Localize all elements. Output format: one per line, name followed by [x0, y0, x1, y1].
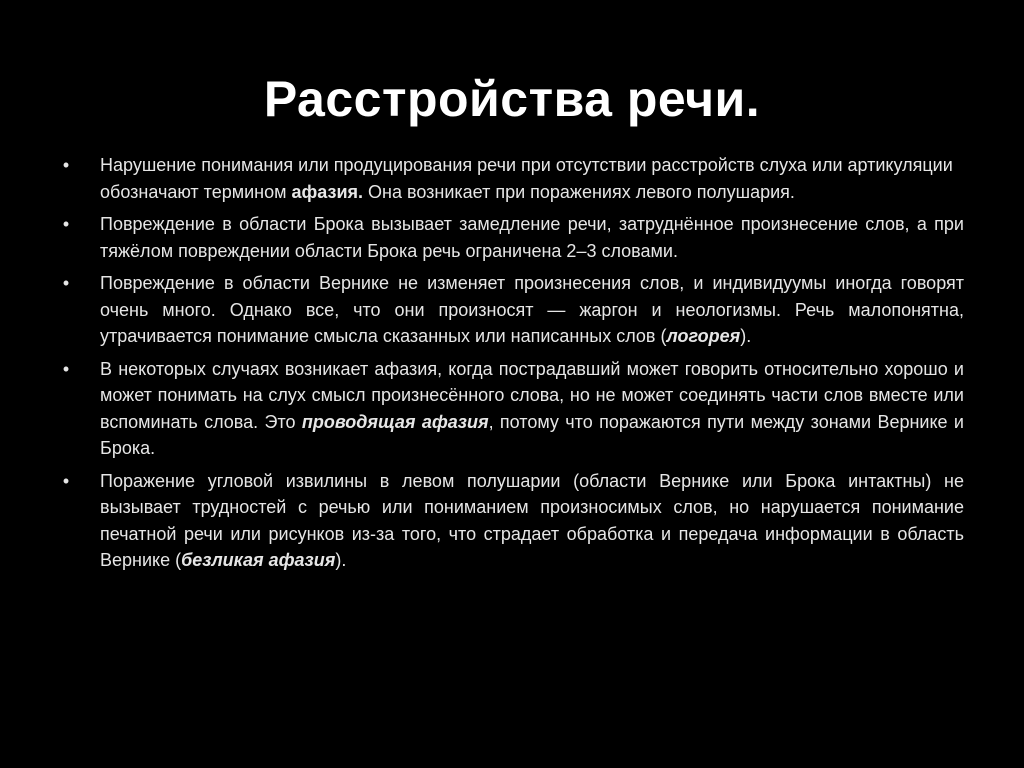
term-conduction-aphasia: проводящая афазия — [301, 411, 489, 432]
term-aphasia: афазия. — [291, 181, 364, 202]
bullet-item-angular-gyrus — [60, 468, 964, 574]
bullet-text-end: ). — [740, 326, 752, 346]
bullet-dot-icon: • — [62, 155, 70, 175]
bullet-item-wernicke — [60, 270, 964, 350]
bullet-dot-icon: • — [62, 214, 70, 234]
bullet-text-end: ). — [335, 550, 347, 570]
bullet-item-aphasia — [60, 152, 964, 205]
bullet-text: Повреждение в области Вернике не изменяет произнесения слов, и индивидуумы иногда говорят очень много. Однако все, что они произносят — жаргон и неологизмы. Речь малопонятна, утрачивается понимание смысла сказанных или написанных слов ( — [100, 273, 964, 346]
term-logorrhea: логорея — [666, 326, 741, 346]
bullet-dot-icon: • — [62, 273, 70, 293]
bullet-text-end: , потому что поражаются пути между зонами Вернике и Брока. — [100, 411, 964, 458]
bullet-text: Поражение угловой извилины в левом полушарии (области Вернике или Брока интактны) не вызывает трудностей с речью или пониманием произносимых слов, но нарушается понимание печатной речи или рисунков из-за того, что страдает обработка и передача информации в область Вернике ( — [100, 470, 964, 570]
bullet-text: Повреждение в области Брока вызывает замедление речи, затруднённое произнесение слов, а при тяжёлом повреждении области Брока речь ограничена 2–3 словами. — [100, 214, 964, 261]
bullet-dot-icon: • — [62, 470, 70, 491]
bullet-text-end: Она возникает при поражениях левого полушария. — [363, 181, 795, 202]
bullet-item-broca — [60, 211, 964, 264]
term-faceless-aphasia: безликая афазия — [181, 550, 336, 570]
slide-title: Расстройства речи. — [263, 71, 761, 127]
bullet-text: Нарушение понимания или продуцирования речи при отсутствии расстройств слуха или артикуляции обозначают термином — [100, 155, 953, 202]
bullet-item-conduction — [60, 356, 964, 462]
bullet-text: В некоторых случаях возникает афазия, когда пострадавший может говорить относительно хорошо и может понимать на слух смысл произнесённого слова, но не может соединять части слов вместе или вспоминать слова. Это — [100, 358, 964, 432]
bullet-dot-icon: • — [62, 358, 70, 379]
bullet-list — [60, 152, 964, 580]
